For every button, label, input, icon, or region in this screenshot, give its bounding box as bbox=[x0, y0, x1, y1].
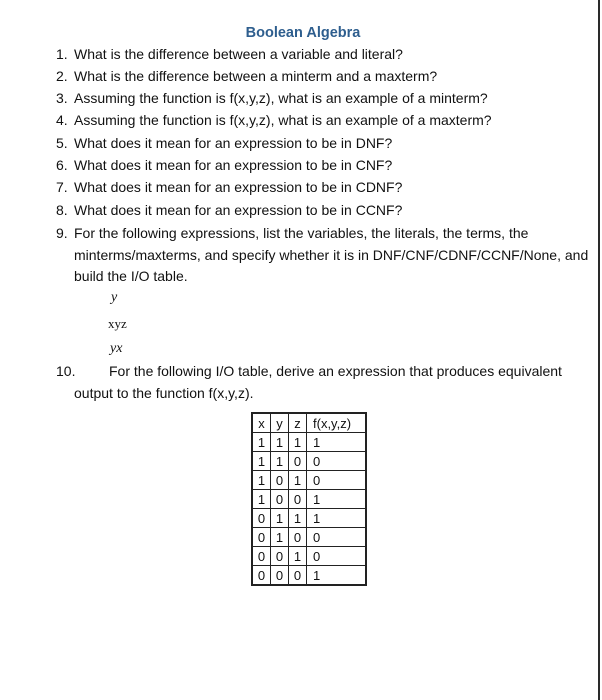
table-cell: 1 bbox=[271, 509, 289, 528]
page-edge-rule bbox=[598, 0, 600, 700]
table-cell: 0 bbox=[307, 547, 367, 566]
question-text: What does it mean for an expression to be in CDNF? bbox=[74, 179, 403, 195]
table-cell: 1 bbox=[307, 490, 367, 509]
question-text-line3: build the I/O table. bbox=[74, 268, 188, 284]
table-cell: 0 bbox=[307, 452, 367, 471]
table-cell: 1 bbox=[271, 452, 289, 471]
header-cell: f(x,y,z) bbox=[307, 413, 367, 433]
question-5 bbox=[56, 133, 392, 154]
table-row bbox=[252, 528, 366, 547]
question-8 bbox=[56, 200, 402, 221]
question-number: 7. bbox=[56, 179, 68, 195]
table-cell: 1 bbox=[289, 471, 307, 490]
question-number: 5. bbox=[56, 135, 68, 151]
header-cell: z bbox=[289, 413, 307, 433]
table-cell: 1 bbox=[307, 433, 367, 452]
question-text: What is the difference between a variable and literal? bbox=[74, 46, 403, 62]
table-cell: 0 bbox=[289, 528, 307, 547]
question-text: What does it mean for an expression to be in CNF? bbox=[74, 157, 393, 173]
table-header-row bbox=[252, 413, 366, 433]
question-number: 3. bbox=[56, 90, 68, 106]
table-cell: 1 bbox=[252, 433, 271, 452]
question-text: Assuming the function is f(x,y,z), what is an example of a minterm? bbox=[74, 90, 488, 106]
question-number: 2. bbox=[56, 68, 68, 84]
io-table bbox=[251, 412, 367, 586]
table-cell: 1 bbox=[252, 471, 271, 490]
table-cell: 1 bbox=[307, 509, 367, 528]
table-cell: 0 bbox=[271, 490, 289, 509]
question-10 bbox=[56, 360, 596, 404]
table-cell: 0 bbox=[289, 452, 307, 471]
header-cell: x bbox=[252, 413, 271, 433]
question-number: 1. bbox=[56, 46, 68, 62]
question-9 bbox=[56, 223, 601, 288]
table-cell: 1 bbox=[289, 547, 307, 566]
table-cell: 1 bbox=[252, 490, 271, 509]
expression-2: xyz bbox=[108, 316, 127, 331]
question-7 bbox=[56, 177, 402, 198]
table-cell: 0 bbox=[271, 566, 289, 586]
question-1 bbox=[56, 44, 403, 65]
question-number: 9. bbox=[56, 225, 68, 241]
table-cell: 1 bbox=[289, 509, 307, 528]
table-cell: 0 bbox=[307, 471, 367, 490]
question-number: 6. bbox=[56, 157, 68, 173]
table-row bbox=[252, 547, 366, 566]
question-number: 4. bbox=[56, 112, 68, 128]
question-text-line2: output to the function f(x,y,z). bbox=[74, 385, 254, 401]
question-text: Assuming the function is f(x,y,z), what is an example of a maxterm? bbox=[74, 112, 492, 128]
question-text-line2: minterms/maxterms, and specify whether it is in DNF/CNF/CDNF/CCNF/None, and bbox=[74, 246, 589, 263]
table-cell: 0 bbox=[252, 509, 271, 528]
table-cell: 1 bbox=[271, 433, 289, 452]
table-cell: 1 bbox=[252, 452, 271, 471]
question-4 bbox=[56, 110, 492, 131]
question-3 bbox=[56, 88, 488, 109]
table-row bbox=[252, 509, 366, 528]
question-text-line1: For the following I/O table, derive an expression that produces equivalent bbox=[109, 363, 562, 379]
question-number: 8. bbox=[56, 202, 68, 218]
expression-3: yx bbox=[110, 341, 123, 356]
table-cell: 1 bbox=[271, 528, 289, 547]
header-cell: y bbox=[271, 413, 289, 433]
table-cell: 0 bbox=[271, 471, 289, 490]
table-cell: 0 bbox=[289, 566, 307, 586]
table-row bbox=[252, 433, 366, 452]
table-cell: 0 bbox=[271, 547, 289, 566]
question-text: What does it mean for an expression to be in DNF? bbox=[74, 135, 393, 151]
table-cell: 0 bbox=[252, 528, 271, 547]
table-row bbox=[252, 471, 366, 490]
question-text: What is the difference between a minterm and a maxterm? bbox=[74, 68, 438, 84]
table-cell: 1 bbox=[289, 433, 307, 452]
question-6 bbox=[56, 155, 392, 176]
table-row bbox=[252, 490, 366, 509]
expression-1: y bbox=[111, 290, 118, 305]
table-cell: 1 bbox=[307, 566, 367, 586]
table-cell: 0 bbox=[307, 528, 367, 547]
table-cell: 0 bbox=[289, 490, 307, 509]
question-text-line1: For the following expressions, list the variables, the literals, the terms, the bbox=[74, 225, 529, 241]
question-text: What does it mean for an expression to be in CCNF? bbox=[74, 202, 403, 218]
question-2 bbox=[56, 66, 437, 87]
table-cell: 0 bbox=[252, 566, 271, 586]
table-row bbox=[252, 566, 366, 586]
question-number: 10. bbox=[56, 363, 76, 379]
table-row bbox=[252, 452, 366, 471]
page-title: Boolean Algebra bbox=[245, 25, 361, 41]
table-cell: 0 bbox=[252, 547, 271, 566]
